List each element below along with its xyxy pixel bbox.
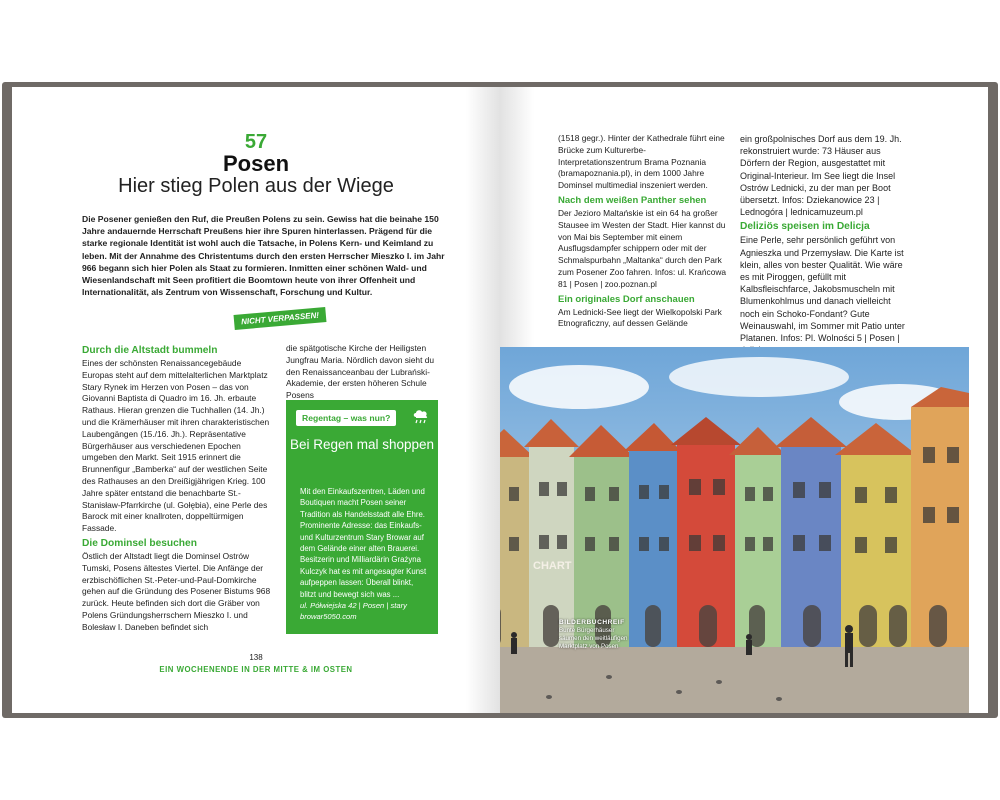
left-column-2 xyxy=(286,343,442,405)
section-text-altstadt: Eines der schönsten Renaissancegebäude Europas steht auf dem mittelalterlichen Marktplatz Stary Rynek im Herzen von Posen – das von Giovanni Baptista di Quadro im 16. Jh. erbaute Rathaus. Hieran grenzen die Tuchhallen (14. Jh.) und die Krämerhäuser mit ihren charakteristischen Laubengängen (15./16. Jh.). Repräsentative Bürgerhäuser aus verschiedenen Epochen umgeben den Markt. Seit 1915 erinnert die Brunnenfigur „Bamberka“ auf der westlichen Seite des Rathauses an den Dreißigjährigen Krieg. 100 Jahre später entstand die benachbarte St.-Stanisław-Pfarrkirche (ul. Gołębia), eine Perle des Barock mit einer knallroten, doppeltürmigen Fassade. xyxy=(82,358,270,534)
market-square-photo xyxy=(500,347,969,713)
right-page xyxy=(500,87,988,713)
dominsel-continued: (1518 gegr.). Hinter der Kathedrale führt eine Brücke zum Kulturerbe-Interpretationszentrum Brama Poznania (bramapoznania.pl), in dem 1000 Jahre Dominsel multimedial inszeniert werden. xyxy=(558,133,725,191)
section-heading-dominsel: Die Dominsel besuchen xyxy=(82,537,197,549)
section-text-panther: Der Jezioro Maltańskie ist ein 64 ha großer Stausee im Westen der Stadt. Hier kannst du von Mai bis September mit einem Ausflugsdampfer schippern oder mit der Schmalspurbahn „Maltanka“ durch den Park zum Posener Zoo fahren. Infos: ul. Krańcowa 81 | Posen | zoo.poznan.pl xyxy=(558,207,727,289)
chapter-number: 57 xyxy=(244,131,268,153)
left-page xyxy=(12,87,500,713)
chapter-title: Posen xyxy=(222,151,290,176)
must-see-stamp: NICHT VERPASSEN! xyxy=(234,307,327,330)
chapter-subtitle: Hier stieg Polen aus der Wiege xyxy=(118,175,394,197)
photo-caption xyxy=(559,619,634,651)
rainy-day-box xyxy=(286,400,438,634)
rain-cloud-icon xyxy=(412,408,430,424)
section-heading-altstadt: Durch die Altstadt bummeln xyxy=(82,345,218,356)
rainy-day-address: ul. Półwiejska 42 | Posen | stary browar5050.com xyxy=(300,601,407,621)
right-column-1 xyxy=(558,133,728,333)
intro-paragraph: Die Posener genießen den Ruf, die Preußen Polens zu sein. Gewiss hat die beinahe 150 Jahre andauernde Herrschaft Preußens hier ihre Spuren hinterlassen. Prägend für die starke regionale Identität ist wohl auch die Tatsache, in Polens Kern- und Keimland zu leben. Mit der Annahme des Christentums durch den ersten Herrscher Mieszko I. im Jahr 966 begann sich hier Polen als Staat zu formieren. Inmitten einer schönen Wald- und Wiesenlandschaft mit Seen profitiert die Boomtown heute von ihrer Offenheit und Internationalität, als Zentrum von Wissenschaft, Forschung und Kultur. xyxy=(82,214,445,298)
rainy-day-tab: Regentag – was nun? xyxy=(296,410,396,426)
rainy-day-heading: Bei Regen mal shoppen xyxy=(289,437,435,452)
right-column-2 xyxy=(740,133,910,359)
shop-sign: CHART xyxy=(533,560,572,572)
section-text-delicja: Eine Perle, sehr persönlich geführt von Agnieszka und Przemysław. Die Karte ist klein, alles von bester Qualität. Wie wäre es mit Piroggen, gefüllt mit Kalbsfleischfarce, Jakobsmuscheln mit Blumenkohlmus und danach vielleicht noch ein Schoko-Fondant? Gute Weinauswahl, im Sommer mit Patio unter Platanen. Infos: Pl. Wolności 5 | Posen | xyxy=(740,235,905,344)
section-text-dominsel: Östlich der Altstadt liegt die Dominsel Ostrów Tumski, Posens ältestes Viertel. Die Anfänge der erzbischöflichen St.-Peter-und-Paul-Domkirche gehen auf die Gründung des Posener Bistums 968 zurück. Heute befinden sich dort die Gräber von Polens Gründungsherrschern Mieszko I. und Bolesław I. Daneben befindet sich xyxy=(82,550,271,632)
section-heading-dorf: Ein originales Dorf anschauen xyxy=(558,293,695,305)
column2-text: die spätgotische Kirche der Heiligsten Jungfrau Maria. Nördlich davon sieht du den Renaissanceanbau der Lubrański-Akademie, der ersten höheren Schule Posens xyxy=(286,343,435,401)
section-heading-delicja: Deliziös speisen im Delicja xyxy=(740,221,870,233)
running-footer: EIN WOCHENENDE IN DER MITTE & IM OSTEN xyxy=(159,665,353,674)
photo-caption-text: Bunte Bürgerhäuser säumen den weitläufigen Marktplatz von Posen xyxy=(559,627,628,650)
page-number: 138 xyxy=(249,653,263,662)
section-heading-panther: Nach dem weißen Panther sehen xyxy=(558,194,707,206)
rainy-day-text: Mit den Einkaufszentren, Läden und Boutiquen macht Posen seiner Tradition als Handelsstadt alle Ehre. Prominente Adresse: das Einkaufs- und Kulturzentrum Stary Browar auf dem Gelände einer alten Brauerei. Besitzerin und Milliardärin Grażyna Kulczyk hat es mit angesagter Kunst aufpeppen lassen: Überall blinkt, blitzt und bewegt sich was ... xyxy=(300,487,427,599)
dorf-continued: ein großpolnisches Dorf aus dem 19. Jh. rekonstruiert wurde: 73 Häuser aus Dörfern der Region, ausgestattet mit Original-Interieur. Im See liegt die Insel Ostrów Lednicki, zu der man per Boot übersetzt. Infos: Dziekanowice 23 | Lednogóra | lednicamuzeum.pl xyxy=(740,134,902,218)
open-book xyxy=(2,82,998,718)
colorful-houses-illustration xyxy=(500,347,969,713)
photo-caption-title: BILDERBUCHREIF xyxy=(559,619,625,626)
left-column-1 xyxy=(82,343,274,637)
section-text-dorf: Am Lednicki-See liegt der Wielkopolski Park Etnograficzny, auf dessen Gelände xyxy=(558,306,722,329)
